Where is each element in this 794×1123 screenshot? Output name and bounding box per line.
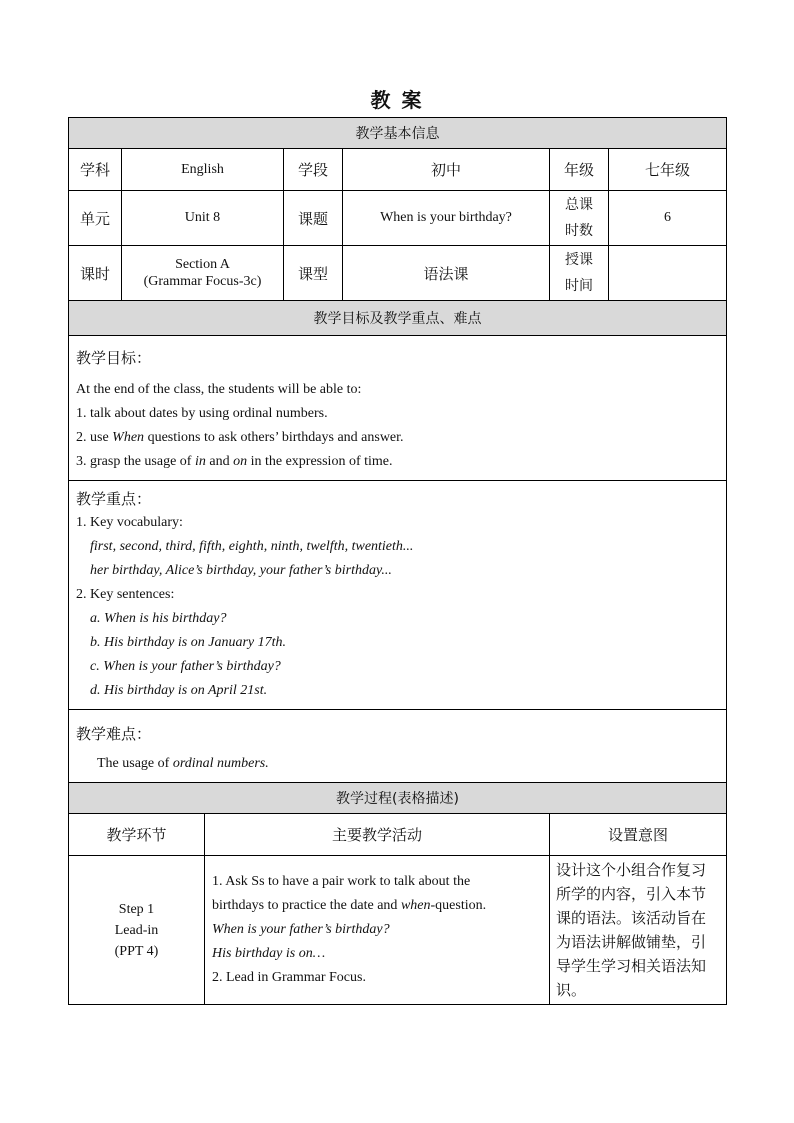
sentence-d: d. His birthday is on April 21st. xyxy=(90,683,268,698)
objectives-intro: At the end of the class, the students will be able to: xyxy=(76,382,362,397)
period-value-1: Section A xyxy=(175,257,230,272)
lesson-type-value: 语法课 xyxy=(343,246,550,301)
step-1-cell xyxy=(69,856,205,1005)
objectives-section xyxy=(69,336,727,481)
subject-label: 学科 xyxy=(69,149,122,191)
period-value xyxy=(122,246,284,301)
activity-line-3: When is your father’s birthday? xyxy=(212,922,390,937)
key-points-label: 教学重点： xyxy=(76,490,152,508)
step-1-title: Step 1 xyxy=(118,901,155,917)
vocab-line-1: first, second, third, fifth, eighth, ninth, twelfth, twentieth... xyxy=(90,539,414,554)
total-hours-label xyxy=(550,191,609,246)
step-1-activities xyxy=(205,856,550,1005)
sentence-b: b. His birthday is on January 17th. xyxy=(90,635,286,650)
stage-value: 初中 xyxy=(343,149,550,191)
period-label: 课时 xyxy=(69,246,122,301)
teaching-time-label-2: 时间 xyxy=(565,278,593,294)
objective-item-2: 2. use When questions to ask others’ birthdays and answer. xyxy=(76,430,404,445)
topic-value: When is your birthday? xyxy=(343,191,550,246)
objective-item-3: 3. grasp the usage of in and on in the expression of time. xyxy=(76,454,393,469)
total-hours-label-1: 总课 xyxy=(565,197,593,213)
process-col-stage: 教学环节 xyxy=(69,814,205,856)
total-hours-label-2: 时数 xyxy=(565,223,593,239)
subject-value: English xyxy=(122,149,284,191)
unit-label: 单元 xyxy=(69,191,122,246)
sentence-c: c. When is your father’s birthday? xyxy=(90,659,281,674)
grade-label: 年级 xyxy=(550,149,609,191)
step-1-name: Lead-in xyxy=(114,922,159,938)
sentence-a: a. When is his birthday? xyxy=(90,611,227,626)
objective-item-1: 1. talk about dates by using ordinal numbers. xyxy=(76,406,328,421)
process-col-intent: 设置意图 xyxy=(550,814,727,856)
teaching-time-label xyxy=(550,246,609,301)
topic-label: 课题 xyxy=(284,191,343,246)
page-title: 教 案 xyxy=(370,88,424,112)
activity-line-1: 1. Ask Ss to have a pair work to talk about the xyxy=(212,874,471,889)
key-points-section xyxy=(69,481,727,710)
activity-line-5: 2. Lead in Grammar Focus. xyxy=(212,970,366,985)
basic-info-header: 教学基本信息 xyxy=(69,118,727,149)
teaching-time-label-1: 授课 xyxy=(565,252,593,268)
difficulty-text: The usage of ordinal numbers. xyxy=(97,756,269,771)
lesson-type-label: 课型 xyxy=(284,246,343,301)
lesson-plan-table xyxy=(68,117,727,1005)
difficulty-section xyxy=(69,710,727,783)
teaching-time-value xyxy=(609,246,727,301)
objectives-label: 教学目标： xyxy=(76,349,152,367)
grade-value: 七年级 xyxy=(609,149,727,191)
process-col-activities: 主要教学活动 xyxy=(205,814,550,856)
unit-value: Unit 8 xyxy=(122,191,284,246)
step-1-intent: 设计这个小组合作复习所学的内容，引入本节课的语法。该活动旨在为语法讲解做铺垫，引导学生学习相关语法知识。 xyxy=(550,856,727,1005)
vocab-line-2: her birthday, Alice’s birthday, your father’s birthday... xyxy=(90,563,392,578)
total-hours-value: 6 xyxy=(609,191,727,246)
vocab-label: 1. Key vocabulary: xyxy=(76,515,183,530)
difficulty-label: 教学难点： xyxy=(76,725,152,743)
sentences-label: 2. Key sentences: xyxy=(76,587,175,602)
stage-label: 学段 xyxy=(284,149,343,191)
objectives-header: 教学目标及教学重点、难点 xyxy=(69,301,727,336)
step-1-ppt: (PPT 4) xyxy=(114,943,159,959)
process-header: 教学过程(表格描述) xyxy=(69,783,727,814)
period-value-2: (Grammar Focus-3c) xyxy=(143,274,262,289)
activity-line-2: birthdays to practice the date and when-question. xyxy=(212,898,487,913)
activity-line-4: His birthday is on… xyxy=(212,946,326,961)
